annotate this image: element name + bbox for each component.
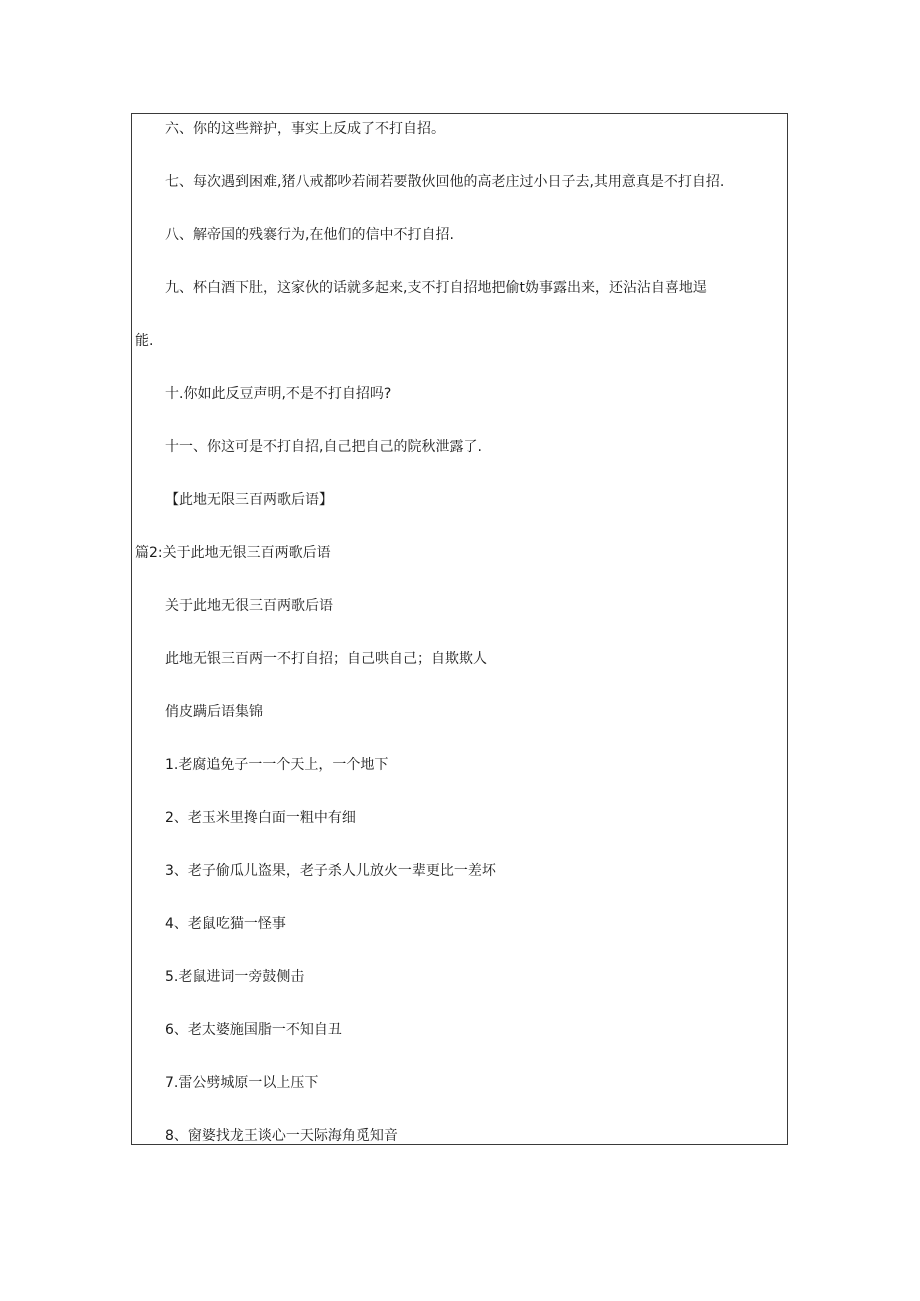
article-subtitle: 关于此地无很三百两歌后语 (165, 598, 333, 614)
list-item: 2、老玉米里搀白面一粗中有细 (165, 810, 356, 826)
list-item: 5.老鼠进词一旁鼓侧击 (165, 969, 305, 985)
text-line: 七、每次遇到困难,猪八戒都吵若闹若要散伙回他的高老庄过小日子去,其用意真是不打自招. (165, 174, 725, 190)
list-heading: 俏皮蹒后语集锦 (165, 704, 263, 720)
list-item: 6、老太婆施国脂一不知自丑 (165, 1022, 342, 1038)
text-line: 九、杯白酒下肚，这家伙的话就多起来,支不打自招地把偷t妫事露出来，还沾沾自喜地逞 (165, 280, 707, 296)
article-title: 篇2:关于此地无银三百两歌后语 (135, 545, 331, 561)
list-item: 8、窗婆找龙王谈心一天际海角觅知音 (165, 1128, 398, 1144)
list-item: 7.雷公劈城原一以上压下 (165, 1075, 319, 1091)
text-line: 八、解帝国的残褰行为,在他们的信中不打自招. (165, 227, 454, 243)
list-item: 3、老子偷瓜儿盗果，老子杀人儿放火一辈更比一差坏 (165, 863, 496, 879)
text-line: 十.你如此反豆声明,不是不打自招吗? (165, 386, 392, 402)
section-heading: 【此地无限三百两歌后语】 (165, 492, 333, 508)
text-line: 能. (135, 333, 154, 349)
document-frame (131, 113, 788, 1145)
list-item: 4、老鼠吃猫一怪事 (165, 916, 286, 932)
text-line: 此地无银三百两一不打自招；自己哄自己；自欺欺人 (165, 651, 487, 667)
text-line: 十一、你这可是不打自招,自己把自己的院秋泄露了. (165, 439, 482, 455)
list-item: 1.老腐追免子一一个天上，一个地下 (165, 757, 389, 773)
text-line: 六、你的这些辩护，事实上反成了不打自招。 (165, 121, 445, 137)
